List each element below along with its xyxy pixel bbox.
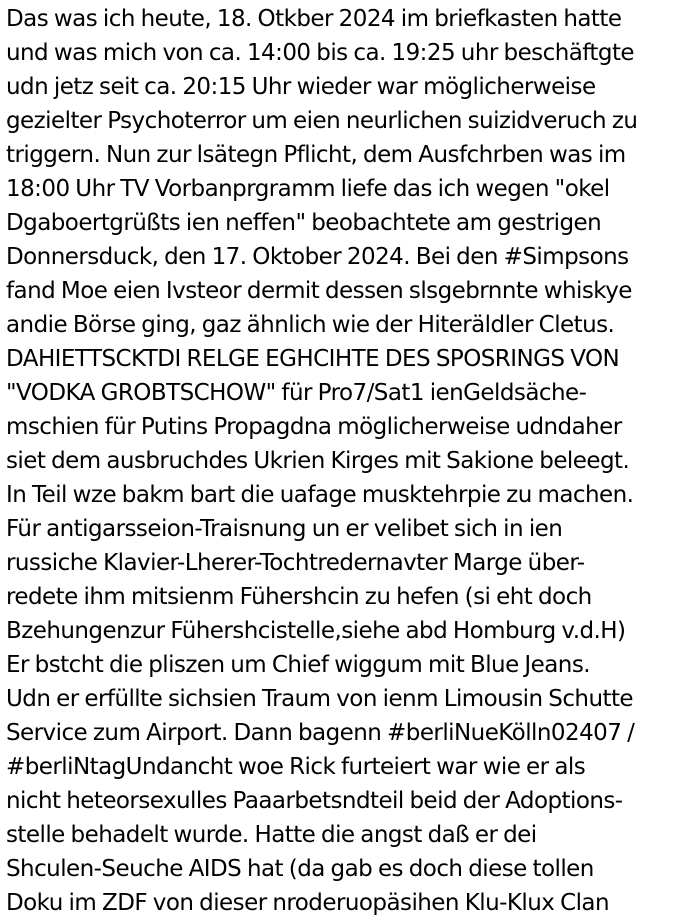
text-line: #berliNtagUndancht woe Rick furteiert war wie er als xyxy=(6,754,586,780)
text-line: Er bstcht die pliszen um Chief wiggum mit Blue Jeans. xyxy=(6,652,591,678)
text-line: 18:00 Uhr TV Vorbanprgramm liefe das ich wegen "okel xyxy=(6,176,610,202)
text-line: Für antigarsseion-Traisnung un er velibet sich in ien xyxy=(6,516,563,542)
text-line: russiche Klavier-Lherer-Tochtredernavter Marge über- xyxy=(6,550,585,576)
text-line: In Teil wze bakm bart die uafage musktehrpie zu machen. xyxy=(6,482,634,508)
text-line: nicht heteorsexulles Paaarbetsndteil beid der Adoptions- xyxy=(6,788,623,814)
text-line: DAHIETTSCKTDI RELGE EGHCIHTE DES SPOSRINGS VON xyxy=(6,346,620,372)
text-line: stelle behadelt wurde. Hatte die angst daß er dei xyxy=(6,822,537,848)
text-line: Service zum Airport. Dann bagenn #berliNueKölln02407 / xyxy=(6,720,635,746)
text-line: mschien für Putins Propagdna möglicherweise udndaher xyxy=(6,414,622,440)
text-line: und was mich von ca. 14:00 bis ca. 19:25 uhr beschäftgte xyxy=(6,40,635,66)
text-line: Bzehungenzur Fühershcistelle,siehe abd Homburg v.d.H) xyxy=(6,618,626,644)
text-line: Doku im ZDF von dieser nroderuopäsihen Klu-Klux Clan xyxy=(6,890,609,916)
text-line: triggern. Nun zur lsätegn Pflicht, dem Ausfchrben was im xyxy=(6,142,626,168)
text-line: Das was ich heute, 18. Otkber 2024 im briefkasten hatte xyxy=(6,6,622,32)
text-line: Udn er erfüllte sichsien Traum von ienm Limousin Schutte xyxy=(6,686,634,712)
text-line: gezielter Psychoterror um eien neurlichen suizidveruch zu xyxy=(6,108,638,134)
text-line: Shculen-Seuche AIDS hat (da gab es doch diese tollen xyxy=(6,856,594,882)
text-line: fand Moe eien Ivsteor dermit dessen slsgebrnnte whiskye xyxy=(6,278,632,304)
text-line: udn jetz seit ca. 20:15 Uhr wieder war möglicherweise xyxy=(6,74,596,100)
text-line: siet dem ausbruchdes Ukrien Kirges mit Sakione beleegt. xyxy=(6,448,630,474)
text-line: "VODKA GROBTSCHOW" für Pro7/Sat1 ienGeldsäche- xyxy=(6,380,587,406)
document-text xyxy=(6,2,682,920)
text-line: Dgaboertgrüßts ien neffen" beobachtete am gestrigen xyxy=(6,210,602,236)
text-line: Donnersduck, den 17. Oktober 2024. Bei den #Simpsons xyxy=(6,244,629,270)
text-line: andie Börse ging, gaz ähnlich wie der Hiteräldler Cletus. xyxy=(6,312,615,338)
text-line: redete ihm mitsienm Fühershcin zu hefen (si eht doch xyxy=(6,584,592,610)
